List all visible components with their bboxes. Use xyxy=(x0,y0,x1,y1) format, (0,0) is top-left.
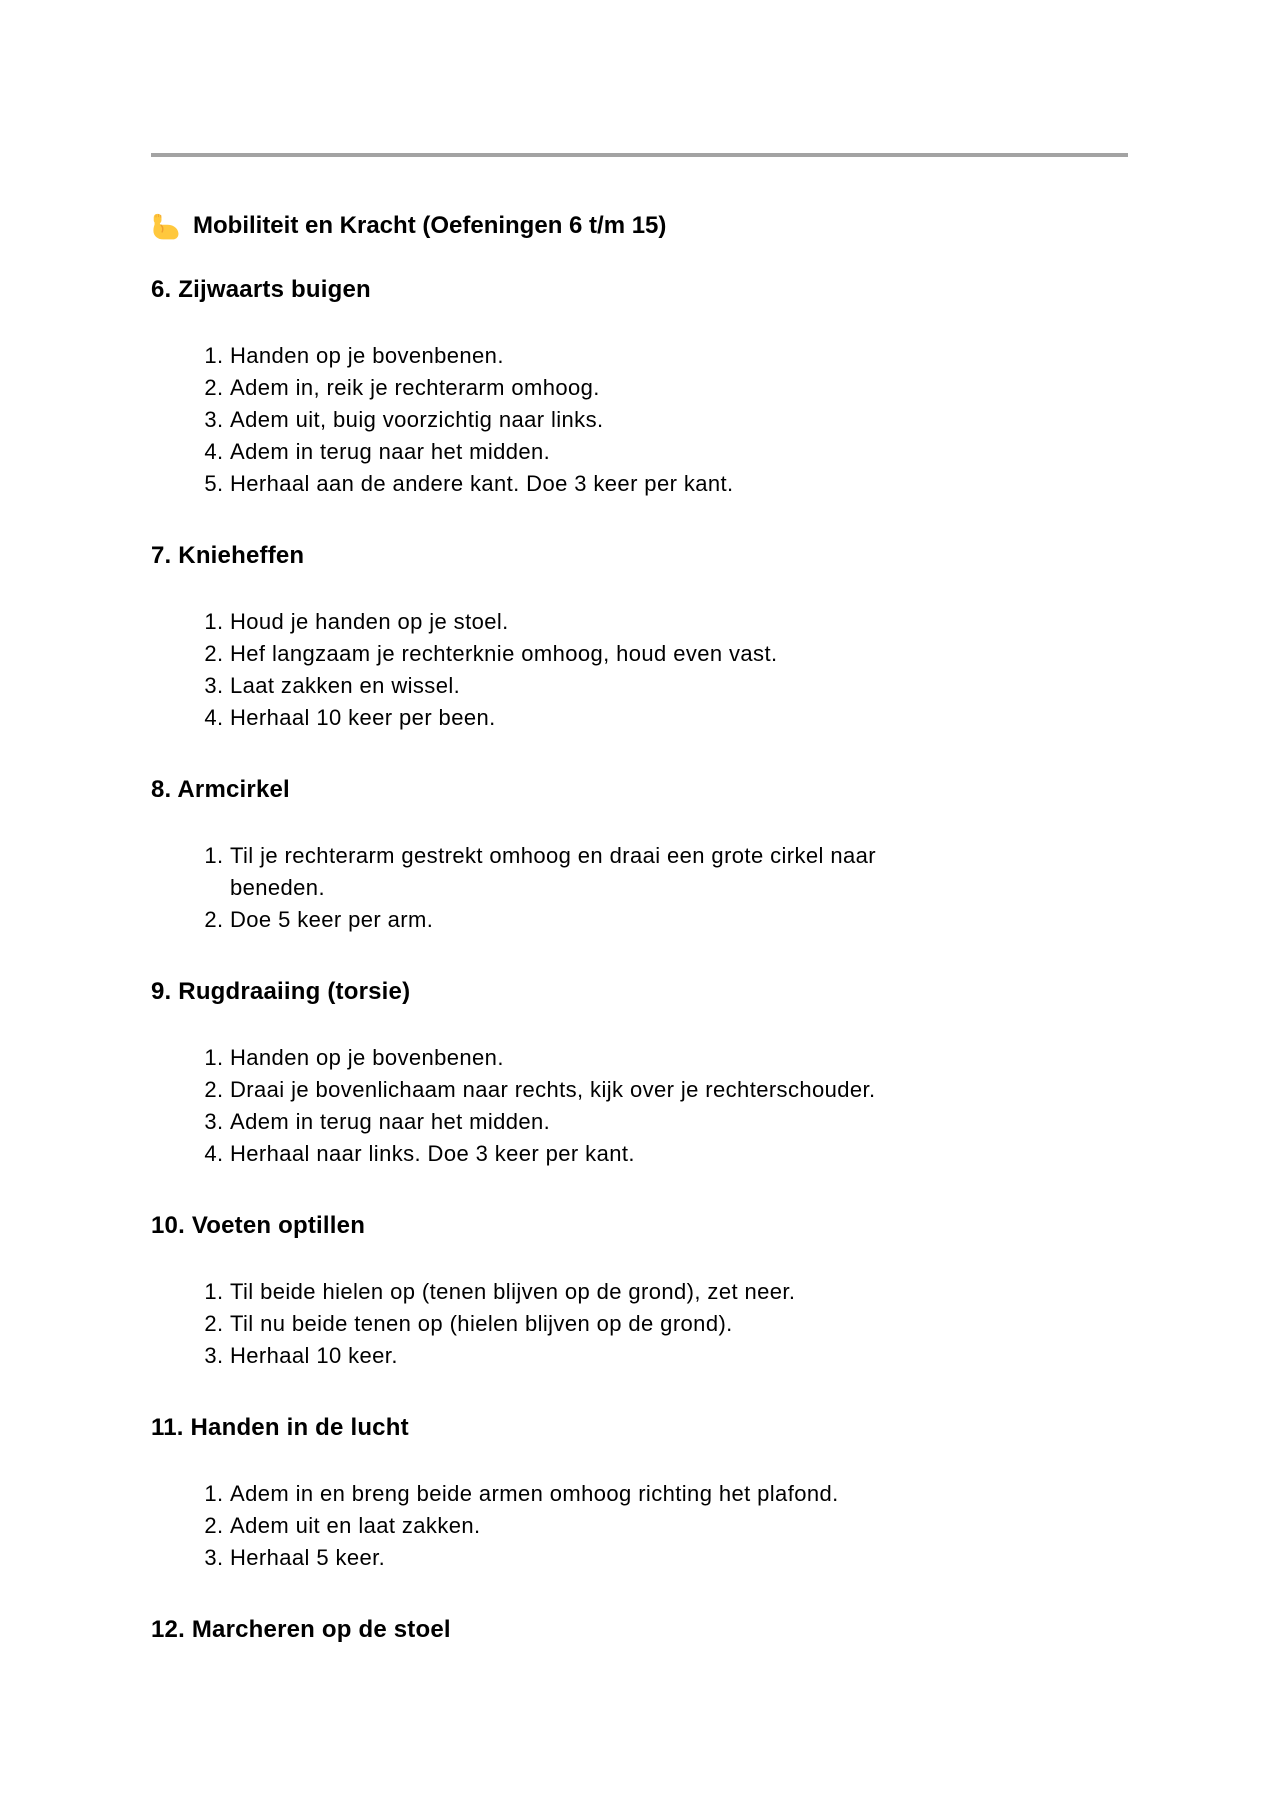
exercise-heading: 11. Handen in de lucht xyxy=(151,1414,409,1441)
exercise-steps xyxy=(151,840,950,936)
exercise-section xyxy=(151,977,1128,1170)
exercise-step: 2. Hef langzaam je rechterknie omhoog, houd even vast. xyxy=(230,638,950,670)
exercise-step: 1. Handen op je bovenbenen. xyxy=(230,340,950,372)
exercise-step: 2. Draai je bovenlichaam naar rechts, kijk over je rechterschouder. xyxy=(230,1074,950,1106)
exercise-section xyxy=(151,775,1128,936)
exercise-step: 5. Herhaal aan de andere kant. Doe 3 keer per kant. xyxy=(230,468,950,500)
exercise-heading: 10. Voeten optillen xyxy=(151,1212,366,1239)
exercise-sections xyxy=(151,275,1128,1645)
exercise-step: 2. Til nu beide tenen op (hielen blijven op de grond). xyxy=(230,1308,950,1340)
exercise-heading: 12. Marcheren op de stoel xyxy=(151,1616,451,1643)
exercise-step: 3. Herhaal 10 keer. xyxy=(230,1340,950,1372)
exercise-step: 4. Adem in terug naar het midden. xyxy=(230,436,950,468)
exercise-step: 2. Doe 5 keer per arm. xyxy=(230,904,950,936)
exercise-step: 3. Laat zakken en wissel. xyxy=(230,670,950,702)
exercise-steps xyxy=(151,1478,950,1574)
document-title xyxy=(151,211,1128,241)
exercise-steps xyxy=(151,1276,950,1372)
exercise-section xyxy=(151,1615,1128,1645)
exercise-section xyxy=(151,541,1128,734)
exercise-step: 1. Til je rechterarm gestrekt omhoog en draai een grote cirkel naar beneden. xyxy=(230,840,950,904)
exercise-heading: 7. Knieheffen xyxy=(151,542,305,569)
exercise-step: 3. Adem in terug naar het midden. xyxy=(230,1106,950,1138)
exercise-step: 1. Houd je handen op je stoel. xyxy=(230,606,950,638)
exercise-heading: 6. Zijwaarts buigen xyxy=(151,276,371,303)
exercise-step: 3. Adem uit, buig voorzichtig naar links. xyxy=(230,404,950,436)
exercise-steps xyxy=(151,1042,950,1170)
exercise-section xyxy=(151,1413,1128,1574)
exercise-step: 4. Herhaal 10 keer per been. xyxy=(230,702,950,734)
exercise-step: 1. Handen op je bovenbenen. xyxy=(230,1042,950,1074)
exercise-steps xyxy=(151,606,950,734)
horizontal-rule xyxy=(151,153,1128,157)
exercise-step: 1. Adem in en breng beide armen omhoog richting het plafond. xyxy=(230,1478,950,1510)
exercise-step: 3. Herhaal 5 keer. xyxy=(230,1542,950,1574)
exercise-step: 4. Herhaal naar links. Doe 3 keer per kant. xyxy=(230,1138,950,1170)
exercise-step: 1. Til beide hielen op (tenen blijven op de grond), zet neer. xyxy=(230,1276,950,1308)
exercise-steps xyxy=(151,340,950,500)
document-title-text: Mobiliteit en Kracht (Oefeningen 6 t/m 15) xyxy=(193,212,667,239)
exercise-step: 2. Adem in, reik je rechterarm omhoog. xyxy=(230,372,950,404)
flexed-biceps-icon xyxy=(151,212,180,241)
exercise-heading: 8. Armcirkel xyxy=(151,776,290,803)
exercise-heading: 9. Rugdraaiing (torsie) xyxy=(151,978,411,1005)
exercise-step: 2. Adem uit en laat zakken. xyxy=(230,1510,950,1542)
exercise-section xyxy=(151,1211,1128,1372)
exercise-section xyxy=(151,275,1128,500)
